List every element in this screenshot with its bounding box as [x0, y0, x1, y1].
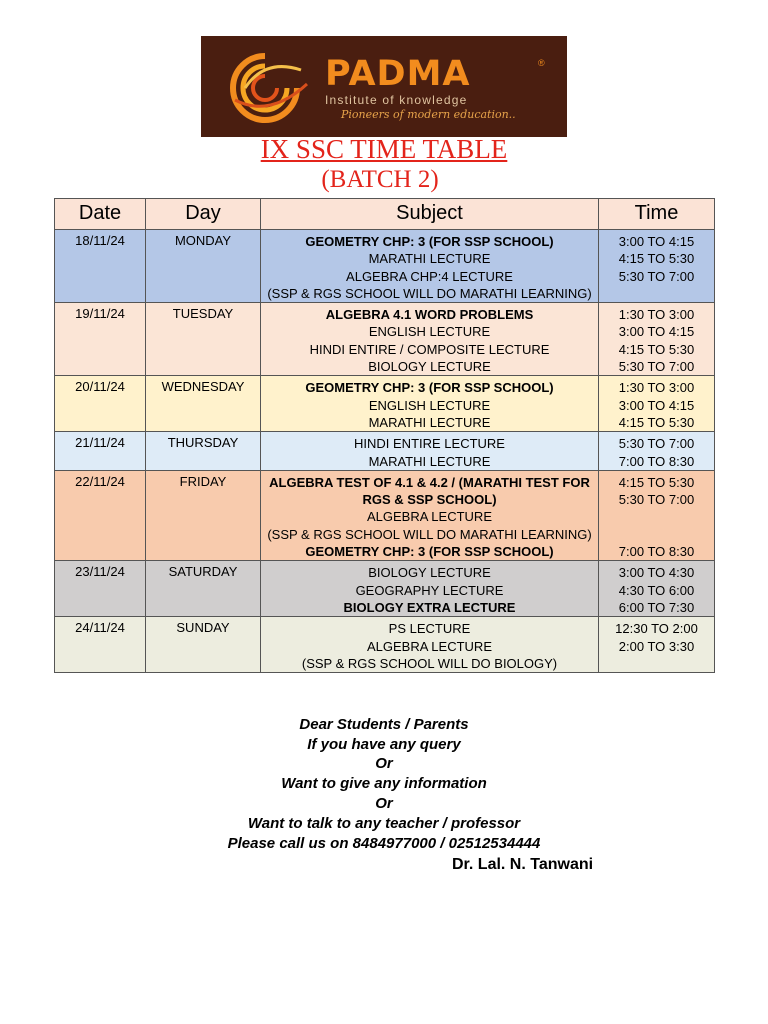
- table-row: [55, 470, 715, 560]
- timetable-header-row: [55, 199, 715, 230]
- subject-entry: GEOMETRY CHP: 3 (FOR SSP SCHOOL): [305, 234, 554, 249]
- message-line: Or: [375, 755, 393, 772]
- row-date: 21/11/24: [55, 432, 146, 471]
- row-day: FRIDAY: [146, 470, 261, 560]
- row-date: 20/11/24: [55, 376, 146, 432]
- row-subjects: [261, 376, 599, 432]
- row-date: 18/11/24: [55, 230, 146, 303]
- signature: Dr. Lal. N. Tanwani: [452, 856, 594, 873]
- row-day: TUESDAY: [146, 303, 261, 376]
- row-times: 3:00 TO 4:15 4:15 TO 5:30 5:30 TO 7:00: [599, 230, 715, 303]
- row-times: 1:30 TO 3:00 3:00 TO 4:15 4:15 TO 5:30: [599, 376, 715, 432]
- table-row: [55, 432, 715, 471]
- message-line: Or: [375, 795, 393, 812]
- row-day: WEDNESDAY: [146, 376, 261, 432]
- subject-entry: GEOMETRY CHP: 3 (FOR SSP SCHOOL): [305, 380, 554, 396]
- row-day: MONDAY: [146, 230, 261, 303]
- subject-entry: ALGEBRA 4.1 WORD PROBLEMS: [325, 307, 534, 323]
- subject-entry: (SSP & RGS SCHOOL WILL DO BIOLOGY): [301, 655, 558, 671]
- row-date: 23/11/24: [55, 561, 146, 617]
- row-date: 19/11/24: [55, 303, 146, 376]
- row-times: 1:30 TO 3:00 3:00 TO 4:15 4:15 TO 5:30 5:30 TO 7:00: [599, 303, 715, 376]
- subject-entry: BIOLOGY EXTRA LECTURE: [343, 599, 516, 615]
- row-subjects: [261, 303, 599, 376]
- brand-slogan: Pioneers of modern education..: [341, 108, 516, 121]
- subject-entry: GEOGRAPHY LECTURE: [355, 582, 504, 598]
- row-date: 22/11/24: [55, 470, 146, 560]
- brand-name: PADMA: [325, 54, 471, 94]
- row-times: 3:00 TO 4:30 4:30 TO 6:00 6:00 TO 7:30: [599, 561, 715, 617]
- timetable-body: [55, 230, 715, 673]
- message-line: Dear Students / Parents: [299, 716, 469, 733]
- header-date: Date: [55, 199, 146, 230]
- table-row: [55, 303, 715, 376]
- subject-entry: MARATHI LECTURE: [368, 251, 491, 267]
- message-line: Please call us on 8484977000 / 02512534444: [227, 835, 541, 852]
- row-subjects: [261, 470, 599, 560]
- subject-entry: ALGEBRA TEST OF 4.1 & 4.2 / (MARATHI TEST FOR RGS & SSP SCHOOL): [269, 474, 590, 508]
- timetable: [54, 198, 715, 673]
- registered-mark: ®: [538, 58, 545, 68]
- subject-entry: HINDI ENTIRE LECTURE: [354, 436, 505, 452]
- header-day: Day: [146, 199, 261, 230]
- subject-entry: BIOLOGY LECTURE: [368, 359, 491, 375]
- subject-entry: PS LECTURE: [388, 621, 471, 637]
- row-subjects: [261, 432, 599, 471]
- batch-title: (BATCH 2): [321, 166, 439, 193]
- row-times: 5:30 TO 7:00 7:00 TO 8:30: [599, 432, 715, 471]
- message-line: Want to give any information: [281, 775, 487, 792]
- table-row: [55, 376, 715, 432]
- subject-entry: ALGEBRA LECTURE: [367, 509, 492, 525]
- subject-entry: (SSP & RGS SCHOOL WILL DO MARATHI LEARNING): [267, 285, 592, 301]
- table-row: [55, 561, 715, 617]
- subject-entry: ENGLISH LECTURE: [368, 397, 491, 413]
- row-subjects: [261, 617, 599, 673]
- swirl-logo-icon: [215, 48, 315, 128]
- subject-entry: MARATHI LECTURE: [368, 453, 491, 469]
- row-day: SUNDAY: [146, 617, 261, 673]
- row-times: 12:30 TO 2:00 2:00 TO 3:30: [599, 617, 715, 673]
- table-row: [55, 230, 715, 303]
- row-subjects: [261, 561, 599, 617]
- page-title: IX SSC TIME TABLE: [260, 134, 508, 164]
- row-subjects: [261, 230, 599, 303]
- subject-entry: MARATHI LECTURE: [368, 414, 491, 430]
- brand-tagline: Institute of knowledge: [325, 93, 468, 107]
- subject-entry: BIOLOGY LECTURE: [368, 565, 491, 581]
- header-subject: Subject: [261, 199, 599, 230]
- message-line: Want to talk to any teacher / professor: [247, 815, 521, 832]
- padma-logo-banner: [201, 36, 567, 137]
- message-line: If you have any query: [307, 736, 461, 753]
- subject-entry: GEOMETRY CHP: 3 (FOR SSP SCHOOL): [305, 544, 554, 560]
- row-times: 4:15 TO 5:30 5:30 TO 7:00 7:00 TO 8:30: [599, 470, 715, 560]
- table-row: [55, 617, 715, 673]
- subject-entry: ENGLISH LECTURE: [368, 324, 491, 340]
- header-time: Time: [599, 199, 715, 230]
- subject-entry: ALGEBRA CHP:4 LECTURE: [346, 268, 513, 284]
- row-date: 24/11/24: [55, 617, 146, 673]
- subject-entry: HINDI ENTIRE / COMPOSITE LECTURE: [309, 341, 550, 357]
- subject-entry: ALGEBRA LECTURE: [367, 638, 492, 654]
- subject-entry: (SSP & RGS SCHOOL WILL DO MARATHI LEARNING): [267, 526, 592, 542]
- row-day: SATURDAY: [146, 561, 261, 617]
- row-day: THURSDAY: [146, 432, 261, 471]
